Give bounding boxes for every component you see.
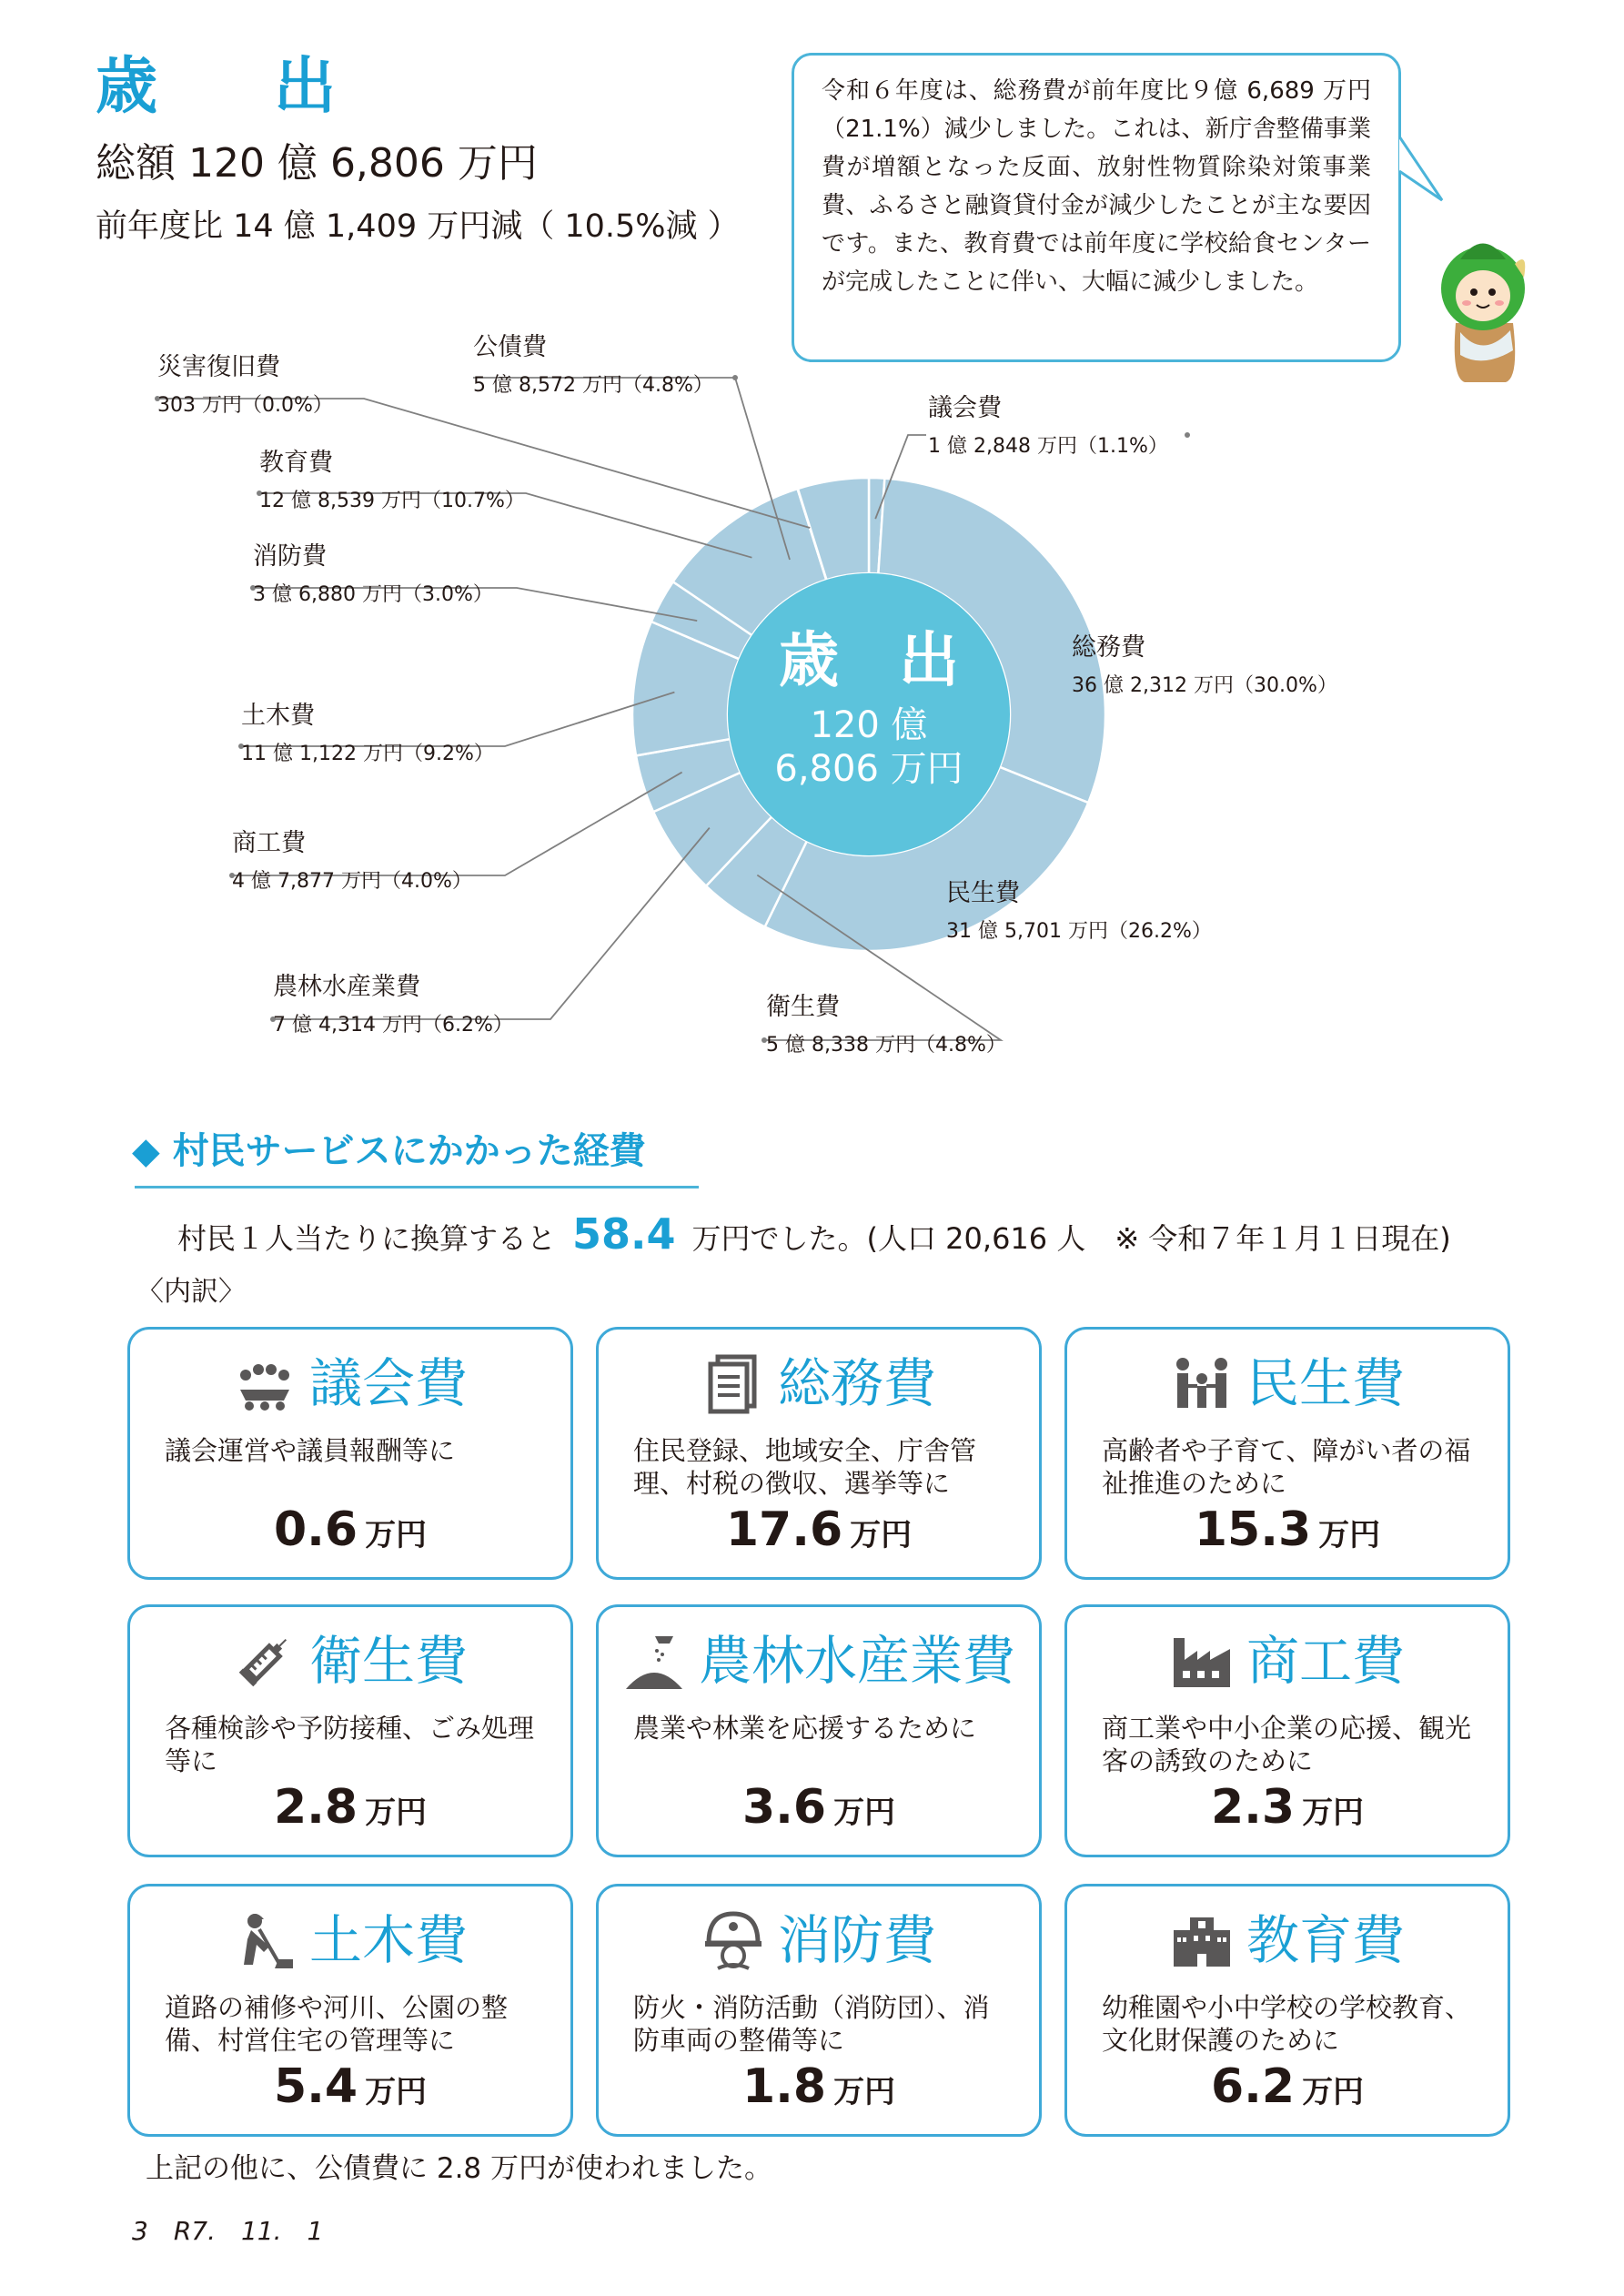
card-description: 道路の補修や河川、公園の整備、村営住宅の管理等に bbox=[165, 1992, 509, 2056]
card-description: 住民登録、地域安全、庁舎管理、村税の徴収、選挙等に bbox=[633, 1435, 977, 1499]
service-card bbox=[1064, 1327, 1510, 1580]
card-amount-unit: 万円 bbox=[1302, 2074, 1365, 2110]
card-description: 高齢者や子育て、障がい者の福祉推進のために bbox=[1102, 1435, 1471, 1499]
slice-label-amount: 303 万円（0.0%） bbox=[157, 394, 333, 417]
card-amount bbox=[1067, 1502, 1508, 1557]
card-title: 教育費 bbox=[1246, 1909, 1405, 1971]
card-description: 議会運営や議員報酬等に bbox=[165, 1435, 456, 1466]
card-amount bbox=[130, 1502, 570, 1557]
slice-label-name: 災害復旧費 bbox=[157, 353, 280, 381]
card-amount-unit: 万円 bbox=[365, 1517, 428, 1553]
card-description: 防火・消防活動（消防団）、消防車両の整備等に bbox=[633, 1992, 990, 2056]
family-icon bbox=[1170, 1351, 1234, 1415]
slice-label-amount: 11 億 1,122 万円（9.2%） bbox=[241, 743, 494, 765]
slice-label-amount: 12 億 8,539 万円（10.7%） bbox=[259, 490, 525, 512]
card-amount-value: 15.3 bbox=[1194, 1502, 1312, 1557]
firefighter-icon bbox=[701, 1908, 765, 1972]
slice-label-name: 商工費 bbox=[232, 829, 306, 857]
service-card bbox=[596, 1327, 1042, 1580]
card-amount bbox=[1067, 1780, 1508, 1835]
slice-label-name: 教育費 bbox=[259, 449, 333, 477]
card-amount-value: 1.8 bbox=[741, 2059, 827, 2114]
card-header bbox=[130, 1905, 570, 1976]
card-amount-unit: 万円 bbox=[833, 2074, 896, 2110]
card-description: 幼稚園や小中学校の学校教育、文化財保護のために bbox=[1102, 1992, 1472, 2056]
service-card bbox=[1064, 1604, 1510, 1857]
breakdown-label: 〈内訳〉 bbox=[136, 1276, 246, 1308]
page-title: 歳 出 bbox=[96, 51, 364, 123]
slice-label-amount: 36 億 2,312 万円（30.0%） bbox=[1072, 674, 1337, 697]
leader-dot bbox=[1185, 432, 1190, 438]
card-amount-value: 0.6 bbox=[273, 1502, 358, 1557]
card-header bbox=[130, 1348, 570, 1419]
per-capita-suffix: 万円でした。(人口 20,616 人 ※ 令和７年１月１日現在) bbox=[691, 1221, 1451, 1256]
card-header bbox=[599, 1905, 1039, 1976]
per-capita-line bbox=[177, 1210, 1451, 1262]
school-icon bbox=[1170, 1908, 1234, 1972]
slice-label-name: 公債費 bbox=[473, 333, 547, 361]
footnote: 上記の他に、公債費に 2.8 万円が使われました。 bbox=[146, 2152, 773, 2185]
per-capita-value: 58.4 bbox=[572, 1209, 676, 1259]
slice-label-name: 総務費 bbox=[1072, 633, 1145, 662]
explanation-bubble: 令和６年度は、総務費が前年度比９億 6,689 万円（21.1%）減少しました。これは、新庁舎整備事業費が増額となった反面、放射性物質除染対策事業費、ふるさと融資貸付金が減少したことが主な要因です。また、教育費では前年度に学校給食センターが完成したことに伴い、大幅に減少しました。 bbox=[792, 53, 1401, 362]
card-amount-unit: 万円 bbox=[850, 1517, 913, 1553]
document-icon bbox=[701, 1351, 765, 1415]
year-comparison: 前年度比 14 億 1,409 万円減（ 10.5%減 ） bbox=[96, 208, 740, 245]
card-amount bbox=[130, 1780, 570, 1835]
card-amount bbox=[599, 1502, 1039, 1557]
syringe-icon bbox=[233, 1629, 297, 1693]
services-heading: ◆ 村民サービスにかかった経費 bbox=[132, 1130, 646, 1172]
card-header bbox=[1067, 1348, 1508, 1419]
card-header bbox=[130, 1625, 570, 1696]
card-title: 消防費 bbox=[777, 1909, 936, 1971]
seeding-icon bbox=[622, 1629, 686, 1693]
slice-label-amount: 7 億 4,314 万円（6.2%） bbox=[273, 1014, 513, 1037]
card-amount-value: 17.6 bbox=[725, 1502, 843, 1557]
service-card bbox=[127, 1604, 573, 1857]
center-amount-line2: 6,806 万円 bbox=[774, 748, 963, 790]
card-header bbox=[1067, 1905, 1508, 1976]
card-amount bbox=[1067, 2059, 1508, 2114]
center-amount-line1: 120 億 bbox=[810, 704, 928, 746]
card-title: 衛生費 bbox=[308, 1630, 468, 1692]
card-title: 土木費 bbox=[308, 1909, 468, 1971]
leader-line bbox=[232, 773, 682, 875]
slice-label-name: 衛生費 bbox=[766, 993, 840, 1021]
center-title: 歳 出 bbox=[779, 625, 959, 695]
slice-label-name: 農林水産業費 bbox=[273, 973, 420, 1001]
card-header bbox=[1067, 1625, 1508, 1696]
card-title: 議会費 bbox=[308, 1352, 468, 1414]
expenditure-donut-chart bbox=[0, 319, 1624, 1074]
card-amount-value: 2.8 bbox=[273, 1780, 358, 1835]
card-header bbox=[599, 1625, 1039, 1696]
slice-label-amount: 3 億 6,880 万円（3.0%） bbox=[253, 583, 493, 606]
card-amount bbox=[130, 2059, 570, 2114]
card-amount-value: 3.6 bbox=[741, 1780, 827, 1835]
slice-label-name: 消防費 bbox=[253, 542, 327, 571]
card-amount-value: 5.4 bbox=[273, 2059, 358, 2114]
card-amount-unit: 万円 bbox=[1318, 1517, 1381, 1553]
service-card bbox=[596, 1884, 1042, 2137]
slice-label-amount: 5 億 8,338 万円（4.8%） bbox=[766, 1034, 1006, 1057]
slice-label-amount: 31 億 5,701 万円（26.2%） bbox=[946, 920, 1212, 943]
service-card bbox=[596, 1604, 1042, 1857]
factory-icon bbox=[1170, 1629, 1234, 1693]
card-amount-value: 2.3 bbox=[1210, 1780, 1296, 1835]
card-amount-unit: 万円 bbox=[365, 2074, 428, 2110]
card-description: 農業や林業を応援するために bbox=[633, 1713, 977, 1744]
card-amount-unit: 万円 bbox=[833, 1795, 896, 1831]
per-capita-prefix: 村民１人当たりに換算すると bbox=[177, 1221, 557, 1256]
leader-dot bbox=[732, 375, 738, 380]
card-title: 農林水産業費 bbox=[698, 1630, 1015, 1692]
bubble-tail bbox=[1392, 137, 1447, 218]
service-card bbox=[1064, 1884, 1510, 2137]
card-amount bbox=[599, 1780, 1039, 1835]
card-amount-value: 6.2 bbox=[1210, 2059, 1296, 2114]
card-title: 商工費 bbox=[1246, 1630, 1405, 1692]
slice-label-name: 民生費 bbox=[946, 879, 1020, 907]
slice-label-amount: 1 億 2,848 万円（1.1%） bbox=[928, 435, 1168, 458]
card-amount-unit: 万円 bbox=[1302, 1795, 1365, 1831]
page-footer: 3 R7. 11. 1 bbox=[132, 2216, 324, 2246]
card-description: 商工業や中小企業の応援、観光客の誘致のために bbox=[1102, 1713, 1472, 1776]
card-header bbox=[599, 1348, 1039, 1419]
meeting-icon bbox=[233, 1351, 297, 1415]
service-card bbox=[127, 1327, 573, 1580]
heading-underline bbox=[135, 1186, 699, 1188]
card-amount-unit: 万円 bbox=[365, 1795, 428, 1831]
slice-label-amount: 5 億 8,572 万円（4.8%） bbox=[473, 374, 713, 397]
card-description: 各種検診や予防接種、ごみ処理等に bbox=[165, 1713, 535, 1776]
construction-worker-icon bbox=[233, 1908, 297, 1972]
service-card bbox=[127, 1884, 573, 2137]
slice-label-amount: 4 億 7,877 万円（4.0%） bbox=[232, 870, 472, 893]
slice-label-name: 土木費 bbox=[241, 702, 315, 730]
card-title: 民生費 bbox=[1246, 1352, 1405, 1414]
card-title: 総務費 bbox=[777, 1352, 936, 1414]
card-amount bbox=[599, 2059, 1039, 2114]
slice-label-name: 議会費 bbox=[928, 394, 1002, 422]
total-amount: 総額 120 億 6,806 万円 bbox=[96, 140, 538, 187]
